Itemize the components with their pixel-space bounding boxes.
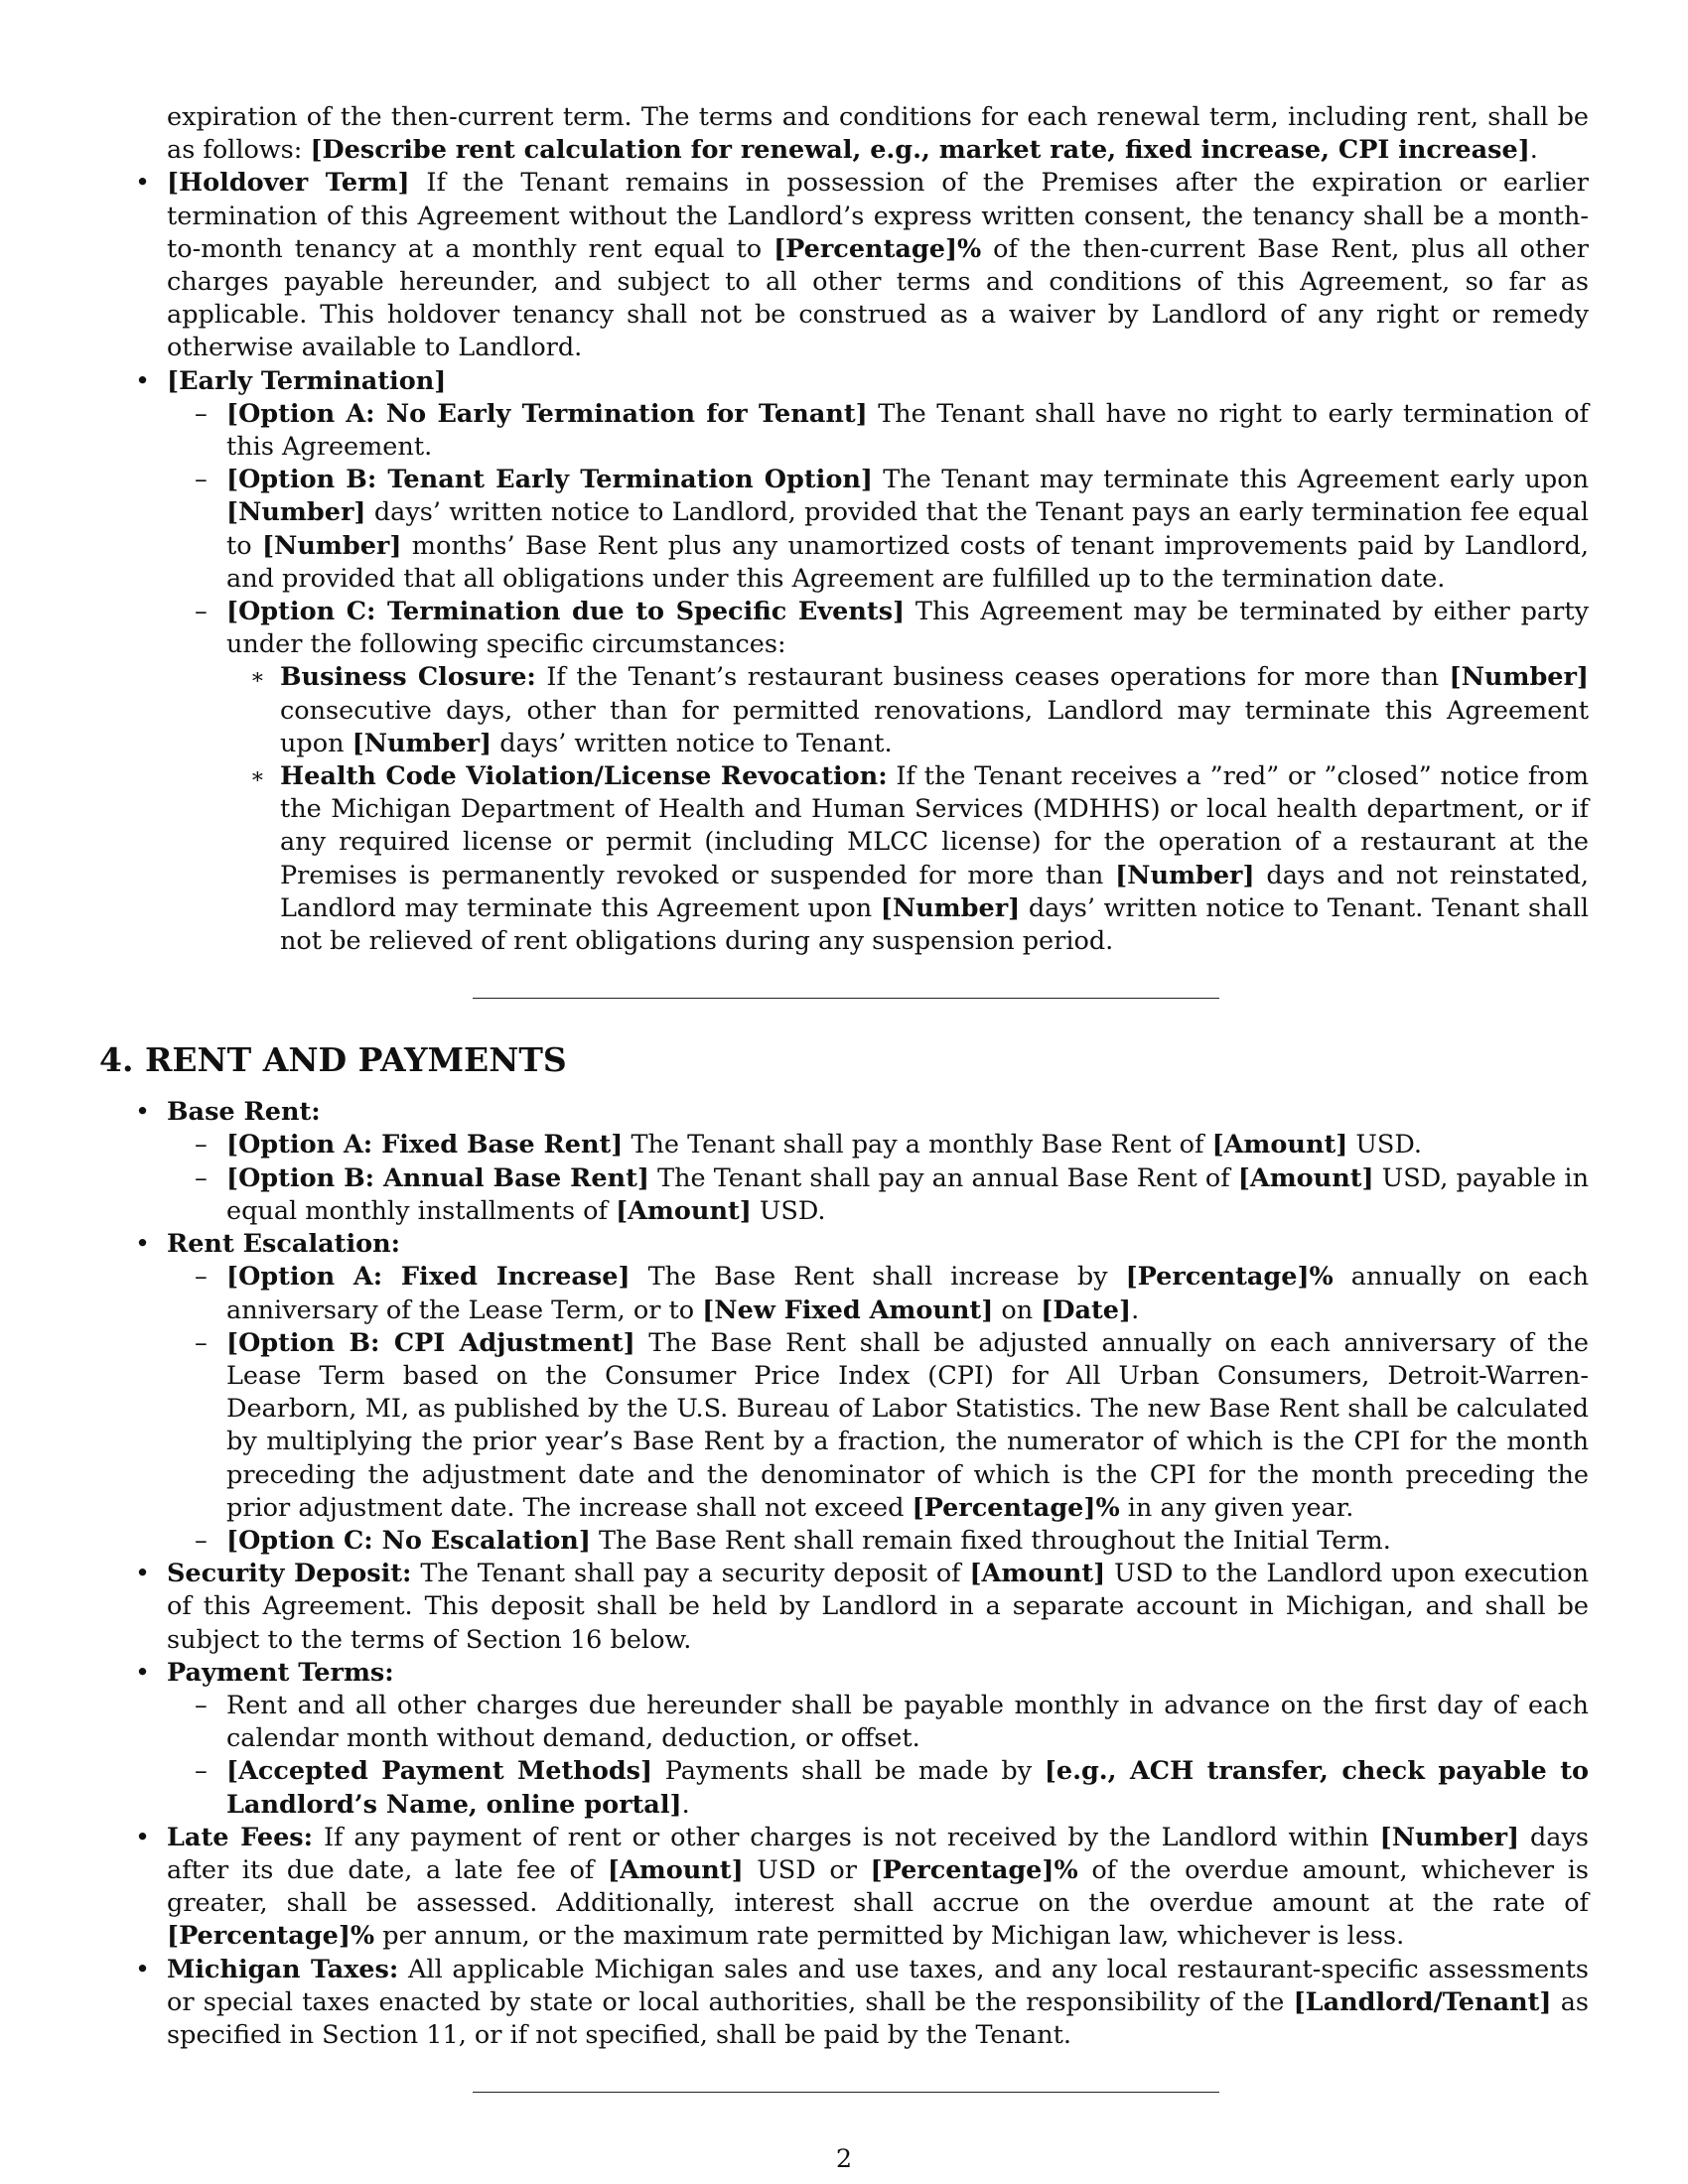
- bold-run: [Percentage]%: [870, 1854, 1078, 1885]
- bold-run: [Option C: Termination due to Specific Events]: [226, 597, 906, 627]
- text-run: USD to the Landlord upon execution of this Agreement. This deposit shall be held by Landlord in a separate account in Michigan, and shall be subject to the terms of Section 16 below.: [167, 1559, 1589, 1655]
- text-run: expiration of the then-current term. The terms and conditions for each renewal term, including rent, shall be as follows:: [167, 102, 1589, 166]
- bold-run: [Option A: No Early Termination for Tenant]: [226, 398, 868, 429]
- early-term-option-c: [99, 596, 1589, 661]
- payment-terms-item: [99, 1657, 1589, 1690]
- bullet-marker: •: [135, 1229, 151, 1260]
- text-run: in any given year.: [1119, 1492, 1354, 1523]
- bold-run: [Landlord/Tenant]: [1293, 1986, 1552, 2017]
- dash-marker: –: [195, 1162, 208, 1193]
- bold-run: [Option B: CPI Adjustment]: [226, 1327, 635, 1358]
- text-run: If the Tenant remains in possession of the Premises after the expiration or earlier termination of this Agreement without the Landlord’s express written consent, the tenancy shall be a month-to-month tenancy at a monthly rent equal to: [167, 168, 1589, 264]
- text-run: The Tenant may terminate this Agreement early upon: [872, 465, 1589, 495]
- bullet-marker: •: [135, 168, 151, 199]
- bold-run: [Amount]: [969, 1559, 1106, 1589]
- security-deposit-item: [99, 1558, 1589, 1657]
- michigan-taxes-text: [167, 1955, 1589, 2050]
- bold-run: [Percentage]%: [1125, 1262, 1334, 1293]
- bold-run: [Accepted Payment Methods]: [226, 1756, 653, 1787]
- early-term-option-a: [99, 398, 1589, 464]
- text-run: USD.: [1347, 1130, 1423, 1160]
- rent-escalation-item: [99, 1228, 1589, 1261]
- bold-run: [Option B: Tenant Early Termination Option]: [226, 465, 873, 495]
- base-rent-option-a: [99, 1129, 1589, 1161]
- dash-marker: –: [195, 1130, 208, 1160]
- bold-run: [Option A: Fixed Increase]: [226, 1262, 631, 1293]
- text-run: days after its due date, a late fee of: [167, 1822, 1589, 1885]
- escalation-option-a-text: [226, 1262, 1589, 1324]
- text-run: Payments shall be made by: [652, 1756, 1045, 1787]
- text-run: Rent and all other charges due hereunder shall be payable monthly in advance on the first day of each calendar month without demand, deduction, or offset.: [226, 1690, 1589, 1754]
- text-run: days’ written notice to Tenant. Tenant shall not be relieved of rent obligations during any suspension period.: [280, 892, 1590, 957]
- bold-run: [Number]: [880, 892, 1021, 923]
- payment-methods-text: [226, 1756, 1589, 1819]
- text-run: The Base Rent shall be adjusted annually on each anniversary of the Lease Term based on the Consumer Price Index (CPI) for All Urban Consumers, Detroit-Warren-Dearborn, MI, as published by the U.S. Bureau of Labor Statistics. The new Base Rent shall be calculated by multiplying the prior year’s Base Rent by a fraction, the numerator of which is the CPI for the month preceding the adjustment date and the denominator of which is the CPI for the month preceding the prior adjustment date. The increase shall not exceed: [226, 1327, 1589, 1523]
- bold-run: [Date]: [1041, 1295, 1132, 1325]
- rent-escalation-heading: [167, 1229, 400, 1259]
- dash-marker: –: [195, 465, 208, 495]
- holdover-term-item: [99, 167, 1589, 364]
- text-run: The Tenant shall have no right to early termination of this Agreement.: [226, 398, 1589, 463]
- bold-run: [Number]: [352, 728, 492, 758]
- escalation-option-c-text: [226, 1526, 1391, 1556]
- escalation-option-c: [99, 1525, 1589, 1558]
- bullet-marker: •: [135, 1559, 151, 1589]
- section-divider: [473, 2092, 1219, 2093]
- text-run: USD.: [751, 1195, 826, 1226]
- early-term-option-a-text: [226, 399, 1589, 462]
- payment-methods-item: [99, 1755, 1589, 1821]
- bullet-marker: •: [135, 1657, 151, 1688]
- dash-marker: –: [195, 1327, 208, 1358]
- section-divider: [473, 998, 1219, 999]
- bold-run: Payment Terms:: [167, 1657, 394, 1688]
- bold-run: [Number]: [1449, 662, 1589, 693]
- dash-marker: –: [195, 1690, 208, 1720]
- bullet-marker: •: [135, 365, 151, 396]
- text-run: of the overdue amount, whichever is greater, shall be assessed. Additionally, interest shall accrue on the overdue amount at the rate of: [167, 1854, 1590, 1919]
- escalation-option-b: [99, 1327, 1589, 1525]
- bold-run: Michigan Taxes:: [167, 1954, 399, 1984]
- bold-run: [Amount]: [1237, 1162, 1374, 1193]
- base-rent-heading: [167, 1097, 321, 1127]
- michigan-taxes-item: [99, 1954, 1589, 2053]
- escalation-option-b-text: [226, 1328, 1589, 1523]
- bold-run: [Number]: [1115, 860, 1255, 890]
- page-number: 2: [835, 2144, 853, 2174]
- business-closure-text: [280, 662, 1589, 757]
- escalation-option-a: [99, 1261, 1589, 1326]
- security-deposit-text: [167, 1559, 1589, 1654]
- bold-run: [Option B: Annual Base Rent]: [226, 1162, 649, 1193]
- business-closure-item: [99, 661, 1589, 760]
- text-run: USD or: [743, 1854, 871, 1885]
- early-term-option-c-text: [226, 597, 1589, 659]
- text-run: The Tenant shall pay a monthly Base Rent of: [623, 1130, 1212, 1160]
- bold-run: [Percentage]%: [774, 233, 982, 264]
- bold-run: Base Rent:: [167, 1097, 321, 1128]
- text-run: .: [1529, 135, 1538, 166]
- bullet-marker: •: [135, 1822, 151, 1852]
- text-run: as specified in Section 11, or if not specified, shall be paid by the Tenant.: [167, 1986, 1589, 2050]
- late-fees-text: [167, 1823, 1589, 1952]
- bold-run: [Holdover Term]: [167, 168, 410, 199]
- bold-run: [Option A: Fixed Base Rent]: [226, 1130, 624, 1160]
- bullet-marker: •: [135, 1097, 151, 1128]
- text-run: If the Tenant’s restaurant business ceases operations for more than: [535, 662, 1450, 693]
- health-code-text: [280, 761, 1589, 956]
- text-run: If any payment of rent or other charges is not received by the Landlord within: [313, 1822, 1380, 1852]
- bold-run: [Early Termination]: [167, 365, 447, 396]
- text-run: days and not reinstated, Landlord may terminate this Agreement upon: [280, 860, 1589, 923]
- bold-run: [Number]: [1379, 1822, 1520, 1852]
- text-run: If the Tenant receives a ”red” or ”closed” notice from the Michigan Department of Health and Human Services (MDHHS) or local health department, or if any required license or permit (including MLCC license) for the operation of a restaurant at the Premises is permanently revoked or suspended for more than: [280, 761, 1590, 890]
- early-termination-heading: [167, 366, 446, 396]
- late-fees-item: [99, 1822, 1589, 1954]
- early-term-option-b-text: [226, 465, 1589, 594]
- base-rent-option-a-text: [226, 1130, 1422, 1160]
- dash-marker: –: [195, 1756, 208, 1787]
- bold-run: [e.g., ACH transfer, check payable to Landlord’s Name, online portal]: [226, 1756, 1589, 1820]
- holdover-term-text: [167, 168, 1589, 362]
- bold-run: Late Fees:: [167, 1822, 314, 1852]
- section-4-heading: 4. RENT AND PAYMENTS: [99, 1040, 567, 1080]
- text-run: The Base Rent shall increase by: [630, 1262, 1126, 1293]
- text-run: annually on each anniversary of the Lease Term, or to: [226, 1262, 1589, 1325]
- bold-run: Security Deposit:: [167, 1559, 412, 1589]
- renewal-terms-text: [167, 102, 1589, 165]
- text-run: All applicable Michigan sales and use taxes, and any local restaurant-specific assessments or special taxes enacted by state or local authorities, shall be the responsibility of the: [167, 1954, 1589, 2017]
- bold-run: [Amount]: [616, 1195, 752, 1226]
- document-page: [99, 101, 1589, 2170]
- dash-marker: –: [195, 1525, 208, 1556]
- bold-run: Rent Escalation:: [167, 1229, 401, 1260]
- bullet-marker: •: [135, 1954, 151, 1984]
- early-term-option-b: [99, 464, 1589, 596]
- payment-advance-item: [99, 1690, 1589, 1755]
- bold-run: [New Fixed Amount]: [702, 1295, 994, 1325]
- star-marker: ∗: [250, 665, 265, 691]
- payment-advance-text: [226, 1691, 1589, 1753]
- bold-run: [Number]: [261, 530, 402, 561]
- text-run: The Tenant shall pay an annual Base Rent of: [648, 1162, 1238, 1193]
- early-termination-item: [99, 365, 1589, 398]
- bold-run: [Percentage]%: [167, 1921, 375, 1952]
- text-run: consecutive days, other than for permitted renovations, Landlord may terminate this Agreement upon: [280, 695, 1589, 758]
- bold-run: [Amount]: [607, 1854, 744, 1885]
- bold-run: [Amount]: [1211, 1130, 1348, 1160]
- text-run: per annum, or the maximum rate permitted by Michigan law, whichever is less.: [374, 1921, 1405, 1952]
- text-run: The Tenant shall pay a security deposit of: [411, 1559, 970, 1589]
- text-run: days’ written notice to Tenant.: [492, 728, 893, 758]
- health-code-item: [99, 760, 1589, 958]
- text-run: months’ Base Rent plus any unamortized costs of tenant improvements paid by Landlord, and provided that all obligations under this Agreement are fulfilled up to the termination date.: [226, 530, 1589, 594]
- base-rent-option-b: [99, 1162, 1589, 1228]
- text-run: .: [1131, 1295, 1140, 1325]
- bold-run: Health Code Violation/License Revocation:: [280, 761, 888, 792]
- dash-marker: –: [195, 597, 208, 627]
- bold-run: [Option C: No Escalation]: [226, 1525, 591, 1556]
- text-run: This Agreement may be terminated by either party under the following specific circumstances:: [226, 597, 1589, 660]
- text-run: USD, payable in equal monthly installments of: [226, 1162, 1590, 1226]
- text-run: on: [993, 1295, 1042, 1325]
- bold-run: [Percentage]%: [912, 1492, 1120, 1523]
- text-run: The Base Rent shall remain fixed throughout the Initial Term.: [590, 1525, 1391, 1556]
- star-marker: ∗: [250, 764, 265, 790]
- text-run: .: [681, 1789, 690, 1820]
- bold-run: [Describe rent calculation for renewal, e.g., market rate, fixed increase, CPI increase]: [310, 135, 1530, 166]
- text-run: of the then-current Base Rent, plus all other charges payable hereunder, and subject to all other terms and conditions of this Agreement, so far as applicable. This holdover tenancy shall not be construed as a waiver by Landlord of any right or remedy otherwise available to Landlord.: [167, 233, 1589, 363]
- bold-run: [Number]: [226, 497, 366, 528]
- base-rent-option-b-text: [226, 1163, 1589, 1226]
- base-rent-item: [99, 1096, 1589, 1129]
- text-run: days’ written notice to Landlord, provided that the Tenant pays an early termination fee equal to: [226, 497, 1589, 561]
- payment-terms-heading: [167, 1658, 394, 1688]
- dash-marker: –: [195, 398, 208, 429]
- dash-marker: –: [195, 1262, 208, 1293]
- bold-run: Business Closure:: [280, 662, 536, 693]
- renewal-terms-continuation: [99, 101, 1589, 167]
